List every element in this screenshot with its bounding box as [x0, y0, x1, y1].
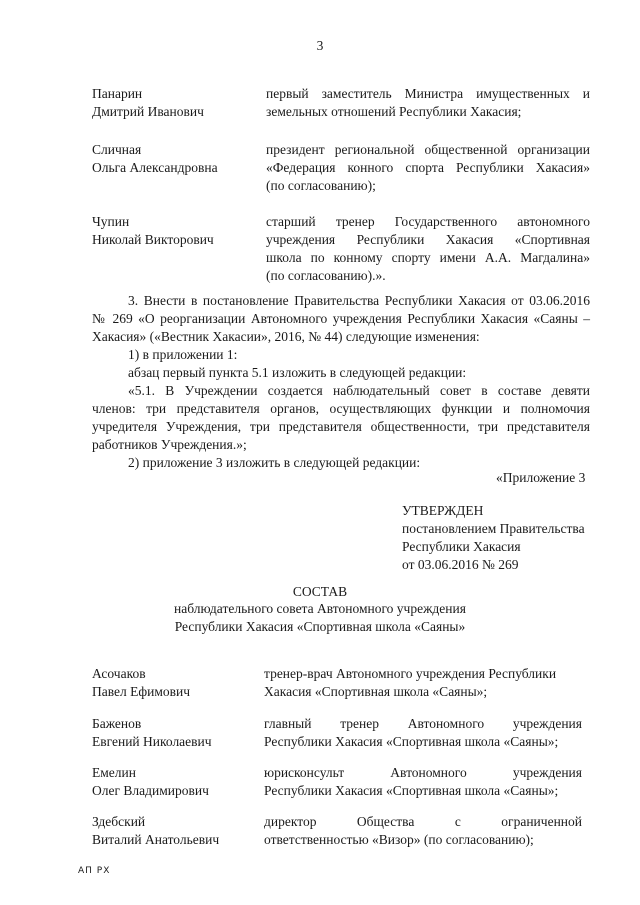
member-role: первый заместитель Министра имущественных и земельных отношений Республики Хакасия; [266, 86, 590, 119]
member-name: Здебский Виталий Анатольевич [92, 814, 220, 847]
member-role: старший тренер Государственного автономного учреждения Республики Хакасия «Спортивная школа по конному спорту имени А.А. Магдалина» (по согласованию).». [266, 214, 590, 283]
member-role: тренер-врач Автономного учреждения Республики Хакасия «Спортивная школа «Саяны»; [264, 666, 557, 699]
member-role: президент региональной общественной организации «Федерация конного спорта Республики Хакасия» (по согласованию); [266, 142, 590, 193]
page-number: 3 [316, 38, 324, 53]
member-name: Емелин Олег Владимирович [92, 765, 209, 798]
footer-mark: АП РХ [78, 866, 111, 876]
amendment-paragraph: 3. Внести в постановление Правительства Республики Хакасия от 03.06.2016 № 269 «О реорганизации Автономного учреждения Республики Хакасия «Саяны – Хакасия» («Вестник Хакасии», 2016, № 44) следующие изменения: 1) в приложении 1: абзац первый пункта 5.1 изложить в следующей редакции: «5.1. В Учреждении создается наблюдательный совет в составе девяти членов: три представителя органов, осуществляющих функции и полномочия учредителя Учреждения, три представителя общественности, три представителя работников Учреждения.»; 2) приложение 3 изложить в следующей редакции: [92, 293, 590, 470]
member-role: юрисконсульт Автономного учреждения Республики Хакасия «Спортивная школа «Саяны»; [264, 765, 582, 798]
member-role: директор Общества с ограниченной ответственностью «Визор» (по согласованию); [264, 814, 582, 847]
composition-title: СОСТАВ [292, 584, 348, 599]
approved-by: постановлением Правительства Республики Хакасия от 03.06.2016 № 269 [402, 521, 585, 572]
appendix-label: «Приложение 3 [496, 470, 586, 485]
composition-subtitle: наблюдательного совета Автономного учреждения Республики Хакасия «Спортивная школа «Саяны» [174, 601, 466, 634]
approved-heading: УТВЕРЖДЕН [402, 503, 484, 518]
member-name: Асочаков Павел Ефимович [92, 666, 191, 699]
member-role: главный тренер Автономного учреждения Республики Хакасия «Спортивная школа «Саяны»; [264, 716, 582, 749]
member-name: Баженов Евгений Николаевич [92, 716, 212, 749]
member-name: Сличная Ольга Александровна [92, 142, 218, 175]
member-name: Панарин Дмитрий Иванович [92, 86, 204, 119]
member-name: Чупин Николай Викторович [92, 214, 214, 247]
